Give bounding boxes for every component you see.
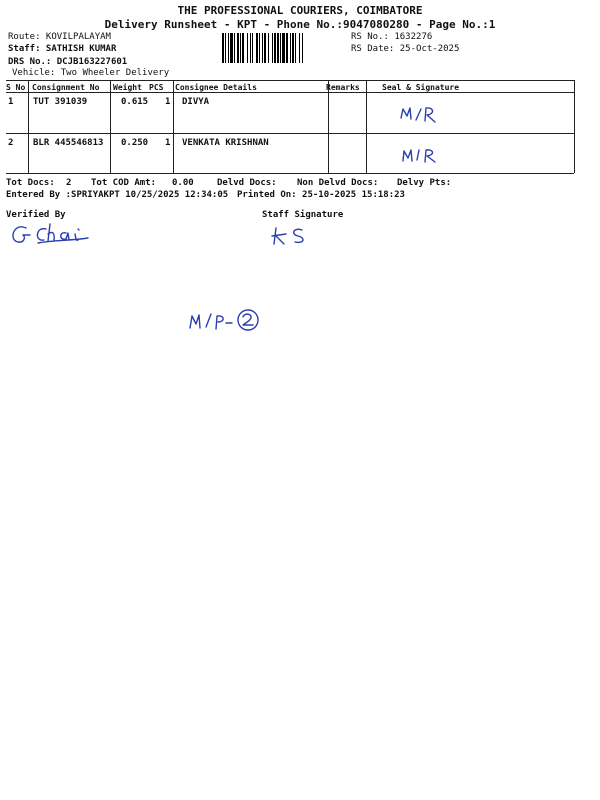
col-divider (574, 80, 575, 173)
delvd-docs-label: Delvd Docs: (217, 178, 277, 188)
table-top-border (6, 80, 574, 81)
rs-date: RS Date: 25-Oct-2025 (351, 44, 460, 54)
col-header-pcs: PCS (149, 83, 164, 92)
col-header-consignment: Consignment No (32, 83, 100, 92)
staff-signature-label: Staff Signature (262, 210, 344, 220)
verifier-signature (6, 220, 96, 250)
handwritten-margin-note (186, 306, 268, 334)
runsheet-title: Delivery Runsheet - KPT - Phone No.:9047080280 - Page No.:1 (104, 18, 496, 31)
rs-number: RS No.: 1632276 (351, 32, 433, 42)
table-cell-weight: 0.615 (121, 97, 149, 107)
tot-cod-label: Tot COD Amt: (91, 178, 157, 188)
delvy-pts-label: Delvy Pts: (397, 178, 452, 188)
col-header-seal: Seal & Signature (382, 83, 460, 92)
table-cell-consignment: TUT 391039 (33, 97, 88, 107)
table-cell-consignment: BLR 445546813 (33, 138, 104, 148)
col-header-sno: S No (6, 83, 26, 92)
company-title: THE PROFESSIONAL COURIERS, COIMBATORE (177, 4, 423, 17)
seal-signature-row-1 (398, 104, 442, 126)
staff-label: Staff: SATHISH KUMAR (8, 44, 117, 54)
verified-by-label: Verified By (6, 210, 66, 220)
vehicle-label: Vehicle: Two Wheeler Delivery (12, 68, 170, 78)
entered-by: Entered By :SPRIYAKPT 10/25/2025 12:34:05 (6, 190, 229, 200)
col-divider (28, 80, 29, 173)
staff-signature-initials (268, 224, 318, 248)
table-cell-pcs: 1 (165, 138, 171, 148)
drs-number: DRS No.: DCJB163227601 (8, 57, 128, 67)
tot-docs-value: 2 (66, 178, 72, 188)
table-cell-consignee: VENKATA KRISHNAN (182, 138, 269, 148)
table-cell-pcs: 1 (165, 97, 171, 107)
col-header-weight: Weight (113, 83, 142, 92)
tot-docs-label: Tot Docs: (6, 178, 55, 188)
table-cell-sno: 2 (8, 138, 14, 148)
route-label: Route: KOVILPALAYAM (8, 32, 111, 42)
table-cell-sno: 1 (8, 97, 14, 107)
table-bottom-border (6, 173, 574, 174)
table-cell-consignee: DIVYA (182, 97, 210, 107)
col-divider (366, 80, 367, 173)
barcode-image (222, 33, 348, 63)
col-divider (328, 80, 329, 173)
tot-cod-value: 0.00 (172, 178, 194, 188)
printed-on: Printed On: 25-10-2025 15:18:23 (237, 190, 405, 200)
table-row-divider (6, 133, 574, 134)
col-divider (110, 80, 111, 173)
col-divider (173, 80, 174, 173)
seal-signature-row-2 (400, 146, 444, 166)
col-header-consignee: Consignee Details (175, 83, 257, 92)
table-header-border (6, 92, 574, 93)
col-header-remarks: Remarks (326, 83, 360, 92)
non-delvd-docs-label: Non Delvd Docs: (297, 178, 379, 188)
table-cell-weight: 0.250 (121, 138, 149, 148)
